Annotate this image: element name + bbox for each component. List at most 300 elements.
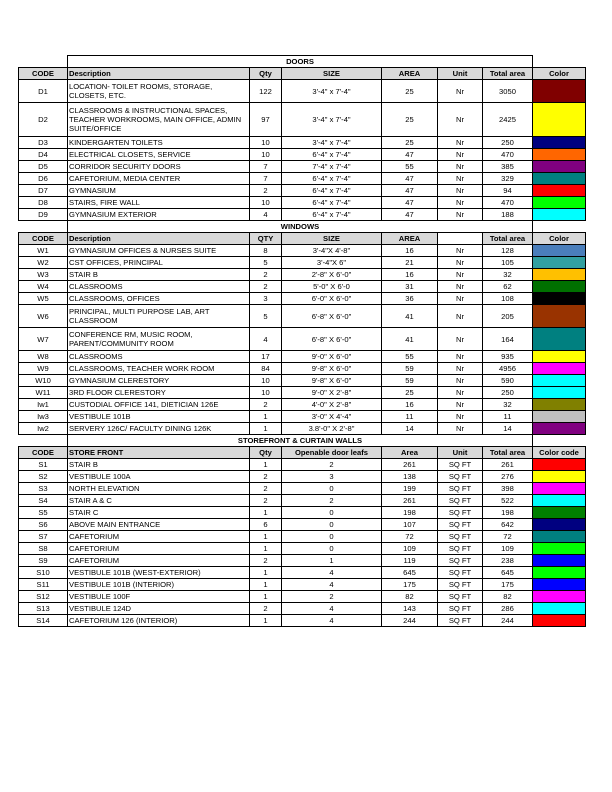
doors-unit-cell: Nr — [438, 80, 483, 103]
table-row — [19, 328, 586, 351]
doors-area-cell: 47 — [382, 185, 438, 197]
windows-area-cell: 16 — [382, 399, 438, 411]
storefront-qty-cell: 1 — [250, 543, 282, 555]
storefront-header-4: Area — [382, 447, 438, 459]
doors-size-cell: 6'-4" x 7'-4" — [282, 209, 382, 221]
storefront-code-cell: S7 — [19, 531, 68, 543]
storefront-area-cell: 143 — [382, 603, 438, 615]
storefront-qty-cell: 2 — [250, 471, 282, 483]
table-row — [19, 161, 586, 173]
storefront-desc-cell: STAIR A & C — [68, 495, 250, 507]
windows-desc-cell: CLASSROOMS — [68, 281, 250, 293]
storefront-title-row — [19, 435, 586, 447]
windows-size-cell: 9'-0" X 6'-0" — [282, 351, 382, 363]
doors-header-5: Unit — [438, 68, 483, 80]
windows-unit-cell: Nr — [438, 351, 483, 363]
doors-header-4: AREA — [382, 68, 438, 80]
doors-unit-cell: Nr — [438, 103, 483, 137]
windows-size-cell: 2'-8" X 6'-0" — [282, 269, 382, 281]
color-swatch — [533, 567, 586, 579]
doors-total-cell: 94 — [483, 185, 533, 197]
windows-desc-cell: CUSTODIAL OFFICE 141, DIETICIAN 126E — [68, 399, 250, 411]
windows-desc-cell: CLASSROOMS, TEACHER WORK ROOM — [68, 363, 250, 375]
windows-total-cell: 14 — [483, 423, 533, 435]
windows-qty-cell: 5 — [250, 305, 282, 328]
windows-code-cell: W5 — [19, 293, 68, 305]
color-swatch — [533, 411, 586, 423]
windows-header-3: SIZE — [282, 233, 382, 245]
color-swatch — [533, 423, 586, 435]
storefront-total-cell: 82 — [483, 591, 533, 603]
doors-qty-cell: 97 — [250, 103, 282, 137]
windows-size-cell: 3.8'-0" X 2'-8" — [282, 423, 382, 435]
windows-total-cell: 935 — [483, 351, 533, 363]
doors-size-cell: 6'-4" x 7'-4" — [282, 149, 382, 161]
color-swatch — [533, 257, 586, 269]
windows-unit-cell: Nr — [438, 269, 483, 281]
doors-qty-cell: 10 — [250, 197, 282, 209]
storefront-unit-cell: SQ FT — [438, 531, 483, 543]
storefront-area-cell: 109 — [382, 543, 438, 555]
color-swatch — [533, 161, 586, 173]
windows-desc-cell: CONFERENCE RM, MUSIC ROOM, PARENT/COMMUNITY ROOM — [68, 328, 250, 351]
storefront-size-cell: 1 — [282, 555, 382, 567]
doors-header-7: Color — [533, 68, 586, 80]
storefront-qty-cell: 2 — [250, 483, 282, 495]
table-row — [19, 305, 586, 328]
color-swatch — [533, 305, 586, 328]
storefront-qty-cell: 1 — [250, 591, 282, 603]
storefront-size-cell: 4 — [282, 603, 382, 615]
table-row — [19, 137, 586, 149]
windows-size-cell: 4'-0" X 2'-8" — [282, 399, 382, 411]
storefront-total-cell: 261 — [483, 459, 533, 471]
storefront-total-cell: 244 — [483, 615, 533, 627]
storefront-section-title: STOREFRONT & CURTAIN WALLS — [68, 435, 533, 447]
spacer-cell — [533, 56, 586, 68]
windows-code-cell: W7 — [19, 328, 68, 351]
windows-code-cell: W1 — [19, 245, 68, 257]
table-row — [19, 103, 586, 137]
color-swatch — [533, 351, 586, 363]
windows-total-cell: 108 — [483, 293, 533, 305]
storefront-total-cell: 286 — [483, 603, 533, 615]
storefront-qty-cell: 1 — [250, 579, 282, 591]
table-row — [19, 615, 586, 627]
storefront-code-cell: S6 — [19, 519, 68, 531]
table-row — [19, 80, 586, 103]
spacer-cell — [19, 221, 68, 233]
doors-unit-cell: Nr — [438, 137, 483, 149]
doors-code-cell: D7 — [19, 185, 68, 197]
table-row — [19, 507, 586, 519]
storefront-area-cell: 107 — [382, 519, 438, 531]
schedule-table — [18, 55, 586, 627]
color-swatch — [533, 103, 586, 137]
doors-unit-cell: Nr — [438, 149, 483, 161]
table-row — [19, 567, 586, 579]
color-swatch — [533, 149, 586, 161]
windows-section-title: WINDOWS — [68, 221, 533, 233]
windows-qty-cell: 1 — [250, 423, 282, 435]
storefront-desc-cell: CAFETORIUM — [68, 531, 250, 543]
schedule-body — [19, 56, 586, 627]
doors-desc-cell: GYMNASIUM EXTERIOR — [68, 209, 250, 221]
doors-total-cell: 188 — [483, 209, 533, 221]
windows-desc-cell: CST OFFICES, PRINCIPAL — [68, 257, 250, 269]
windows-area-cell: 55 — [382, 351, 438, 363]
windows-qty-cell: 1 — [250, 411, 282, 423]
color-swatch — [533, 80, 586, 103]
storefront-size-cell: 0 — [282, 531, 382, 543]
doors-total-cell: 250 — [483, 137, 533, 149]
storefront-total-cell: 198 — [483, 507, 533, 519]
doors-total-cell: 470 — [483, 197, 533, 209]
windows-unit-cell: Nr — [438, 411, 483, 423]
doors-code-cell: D1 — [19, 80, 68, 103]
storefront-qty-cell: 1 — [250, 567, 282, 579]
storefront-area-cell: 244 — [382, 615, 438, 627]
doors-size-cell: 3'-4" x 7'-4" — [282, 80, 382, 103]
storefront-code-cell: S9 — [19, 555, 68, 567]
windows-header-5 — [438, 233, 483, 245]
storefront-header-0: CODE — [19, 447, 68, 459]
storefront-size-cell: 0 — [282, 507, 382, 519]
doors-header-1: Description — [68, 68, 250, 80]
windows-code-cell: W8 — [19, 351, 68, 363]
doors-area-cell: 47 — [382, 197, 438, 209]
spacer-cell — [19, 56, 68, 68]
storefront-qty-cell: 2 — [250, 603, 282, 615]
storefront-area-cell: 175 — [382, 579, 438, 591]
windows-unit-cell: Nr — [438, 363, 483, 375]
doors-size-cell: 6'-4" x 7'-4" — [282, 185, 382, 197]
windows-area-cell: 25 — [382, 387, 438, 399]
storefront-size-cell: 2 — [282, 495, 382, 507]
windows-unit-cell: Nr — [438, 245, 483, 257]
windows-code-cell: Iw2 — [19, 423, 68, 435]
windows-size-cell: 5'-0" X 6'-0 — [282, 281, 382, 293]
storefront-code-cell: S11 — [19, 579, 68, 591]
storefront-desc-cell: VESTIBULE 124D — [68, 603, 250, 615]
color-swatch — [533, 387, 586, 399]
storefront-header-7: Color code — [533, 447, 586, 459]
windows-total-cell: 128 — [483, 245, 533, 257]
spacer-cell — [533, 435, 586, 447]
storefront-code-cell: S13 — [19, 603, 68, 615]
windows-qty-cell: 4 — [250, 328, 282, 351]
storefront-unit-cell: SQ FT — [438, 615, 483, 627]
windows-area-cell: 59 — [382, 363, 438, 375]
color-swatch — [533, 281, 586, 293]
storefront-header-row — [19, 447, 586, 459]
windows-total-cell: 250 — [483, 387, 533, 399]
table-row — [19, 351, 586, 363]
storefront-unit-cell: SQ FT — [438, 567, 483, 579]
storefront-desc-cell: NORTH ELEVATION — [68, 483, 250, 495]
windows-unit-cell: Nr — [438, 387, 483, 399]
spacer-cell — [19, 435, 68, 447]
doors-qty-cell: 2 — [250, 185, 282, 197]
color-swatch — [533, 495, 586, 507]
doors-unit-cell: Nr — [438, 161, 483, 173]
color-swatch — [533, 269, 586, 281]
windows-desc-cell: GYMNASIUM CLERESTORY — [68, 375, 250, 387]
doors-qty-cell: 122 — [250, 80, 282, 103]
storefront-total-cell: 109 — [483, 543, 533, 555]
storefront-header-2: Qty — [250, 447, 282, 459]
storefront-unit-cell: SQ FT — [438, 555, 483, 567]
doors-desc-cell: KINDERGARTEN TOILETS — [68, 137, 250, 149]
color-swatch — [533, 245, 586, 257]
doors-header-6: Total area — [483, 68, 533, 80]
windows-size-cell: 9'-0" X 2'-8" — [282, 387, 382, 399]
table-row — [19, 591, 586, 603]
doors-size-cell: 6'-4" x 7'-4" — [282, 197, 382, 209]
table-row — [19, 459, 586, 471]
doors-total-cell: 3050 — [483, 80, 533, 103]
table-row — [19, 543, 586, 555]
storefront-desc-cell: STAIR C — [68, 507, 250, 519]
windows-code-cell: Iw1 — [19, 399, 68, 411]
table-row — [19, 603, 586, 615]
table-row — [19, 483, 586, 495]
storefront-desc-cell: VESTIBULE 100F — [68, 591, 250, 603]
table-row — [19, 293, 586, 305]
storefront-area-cell: 261 — [382, 459, 438, 471]
storefront-total-cell: 175 — [483, 579, 533, 591]
doors-area-cell: 47 — [382, 173, 438, 185]
doors-total-cell: 385 — [483, 161, 533, 173]
doors-unit-cell: Nr — [438, 209, 483, 221]
windows-unit-cell: Nr — [438, 328, 483, 351]
table-row — [19, 579, 586, 591]
storefront-code-cell: S8 — [19, 543, 68, 555]
doors-section-title: DOORS — [68, 56, 533, 68]
windows-qty-cell: 8 — [250, 245, 282, 257]
windows-unit-cell: Nr — [438, 293, 483, 305]
doors-desc-cell: CAFETORIUM, MEDIA CENTER — [68, 173, 250, 185]
storefront-unit-cell: SQ FT — [438, 543, 483, 555]
table-row — [19, 281, 586, 293]
storefront-code-cell: S10 — [19, 567, 68, 579]
windows-area-cell: 11 — [382, 411, 438, 423]
doors-total-cell: 329 — [483, 173, 533, 185]
storefront-total-cell: 642 — [483, 519, 533, 531]
doors-size-cell: 7'-4" x 7'-4" — [282, 161, 382, 173]
windows-unit-cell: Nr — [438, 281, 483, 293]
table-row — [19, 531, 586, 543]
windows-unit-cell: Nr — [438, 375, 483, 387]
doors-size-cell: 6'-4" x 7'-4" — [282, 173, 382, 185]
color-swatch — [533, 293, 586, 305]
windows-area-cell: 41 — [382, 305, 438, 328]
color-swatch — [533, 209, 586, 221]
doors-area-cell: 47 — [382, 149, 438, 161]
storefront-size-cell: 4 — [282, 579, 382, 591]
storefront-code-cell: S1 — [19, 459, 68, 471]
windows-area-cell: 36 — [382, 293, 438, 305]
windows-total-cell: 205 — [483, 305, 533, 328]
storefront-area-cell: 198 — [382, 507, 438, 519]
doors-code-cell: D9 — [19, 209, 68, 221]
storefront-total-cell: 276 — [483, 471, 533, 483]
windows-unit-cell: Nr — [438, 399, 483, 411]
table-row — [19, 269, 586, 281]
color-swatch — [533, 375, 586, 387]
windows-desc-cell: SERVERY 126C/ FACULTY DINING 126K — [68, 423, 250, 435]
doors-unit-cell: Nr — [438, 173, 483, 185]
windows-qty-cell: 10 — [250, 375, 282, 387]
storefront-desc-cell: VESTIBULE 101B (INTERIOR) — [68, 579, 250, 591]
windows-total-cell: 62 — [483, 281, 533, 293]
windows-area-cell: 16 — [382, 269, 438, 281]
color-swatch — [533, 579, 586, 591]
storefront-header-5: Unit — [438, 447, 483, 459]
windows-size-cell: 9'-8" X 6'-0" — [282, 363, 382, 375]
windows-qty-cell: 10 — [250, 387, 282, 399]
storefront-size-cell: 4 — [282, 615, 382, 627]
windows-total-cell: 105 — [483, 257, 533, 269]
table-row — [19, 495, 586, 507]
storefront-desc-cell: STAIR B — [68, 459, 250, 471]
color-swatch — [533, 483, 586, 495]
windows-qty-cell: 5 — [250, 257, 282, 269]
windows-header-6: Total area — [483, 233, 533, 245]
windows-area-cell: 31 — [382, 281, 438, 293]
windows-header-4: AREA — [382, 233, 438, 245]
storefront-qty-cell: 2 — [250, 555, 282, 567]
doors-code-cell: D5 — [19, 161, 68, 173]
doors-size-cell: 3'-4" x 7'-4" — [282, 103, 382, 137]
windows-desc-cell: CLASSROOMS — [68, 351, 250, 363]
doors-qty-cell: 7 — [250, 173, 282, 185]
windows-total-cell: 11 — [483, 411, 533, 423]
storefront-qty-cell: 1 — [250, 459, 282, 471]
color-swatch — [533, 507, 586, 519]
doors-qty-cell: 4 — [250, 209, 282, 221]
storefront-desc-cell: CAFETORIUM — [68, 543, 250, 555]
table-row — [19, 149, 586, 161]
storefront-total-cell: 522 — [483, 495, 533, 507]
color-swatch — [533, 519, 586, 531]
doors-desc-cell: CLASSROOMS & INSTRUCTIONAL SPACES, TEACHER WORKROOMS, MAIN OFFICE, ADMIN SUITE/OFFICE — [68, 103, 250, 137]
doors-code-cell: D3 — [19, 137, 68, 149]
windows-title-row — [19, 221, 586, 233]
storefront-unit-cell: SQ FT — [438, 495, 483, 507]
storefront-total-cell: 72 — [483, 531, 533, 543]
storefront-unit-cell: SQ FT — [438, 519, 483, 531]
storefront-desc-cell: VESTIBULE 100A — [68, 471, 250, 483]
spacer-cell — [533, 221, 586, 233]
color-swatch — [533, 591, 586, 603]
table-row — [19, 411, 586, 423]
doors-area-cell: 25 — [382, 137, 438, 149]
color-swatch — [533, 543, 586, 555]
color-swatch — [533, 555, 586, 567]
storefront-qty-cell: 1 — [250, 507, 282, 519]
windows-header-1: Description — [68, 233, 250, 245]
color-swatch — [533, 328, 586, 351]
storefront-area-cell: 261 — [382, 495, 438, 507]
color-swatch — [533, 363, 586, 375]
storefront-area-cell: 199 — [382, 483, 438, 495]
storefront-total-cell: 238 — [483, 555, 533, 567]
doors-total-cell: 2425 — [483, 103, 533, 137]
windows-qty-cell: 2 — [250, 269, 282, 281]
table-row — [19, 519, 586, 531]
windows-desc-cell: CLASSROOMS, OFFICES — [68, 293, 250, 305]
table-row — [19, 185, 586, 197]
windows-unit-cell: Nr — [438, 423, 483, 435]
storefront-qty-cell: 2 — [250, 495, 282, 507]
table-row — [19, 555, 586, 567]
color-swatch — [533, 197, 586, 209]
windows-code-cell: W2 — [19, 257, 68, 269]
doors-code-cell: D4 — [19, 149, 68, 161]
table-row — [19, 423, 586, 435]
windows-area-cell: 59 — [382, 375, 438, 387]
storefront-size-cell: 0 — [282, 483, 382, 495]
doors-desc-cell: LOCATION- TOILET ROOMS, STORAGE, CLOSETS, ETC. — [68, 80, 250, 103]
doors-unit-cell: Nr — [438, 197, 483, 209]
doors-code-cell: D2 — [19, 103, 68, 137]
storefront-area-cell: 82 — [382, 591, 438, 603]
doors-area-cell: 25 — [382, 80, 438, 103]
windows-area-cell: 21 — [382, 257, 438, 269]
storefront-total-cell: 645 — [483, 567, 533, 579]
windows-qty-cell: 3 — [250, 293, 282, 305]
doors-title-row — [19, 56, 586, 68]
windows-desc-cell: GYMNASIUM OFFICES & NURSES SUITE — [68, 245, 250, 257]
windows-header-7: Color — [533, 233, 586, 245]
windows-desc-cell: 3RD FLOOR CLERESTORY — [68, 387, 250, 399]
storefront-desc-cell: ABOVE MAIN ENTRANCE — [68, 519, 250, 531]
doors-qty-cell: 7 — [250, 161, 282, 173]
doors-code-cell: D8 — [19, 197, 68, 209]
storefront-unit-cell: SQ FT — [438, 603, 483, 615]
table-row — [19, 363, 586, 375]
windows-size-cell: 3'-0" X 4'-4" — [282, 411, 382, 423]
storefront-qty-cell: 6 — [250, 519, 282, 531]
table-row — [19, 173, 586, 185]
storefront-code-cell: S14 — [19, 615, 68, 627]
storefront-desc-cell: VESTIBULE 101B (WEST-EXTERIOR) — [68, 567, 250, 579]
table-row — [19, 471, 586, 483]
doors-area-cell: 55 — [382, 161, 438, 173]
doors-code-cell: D6 — [19, 173, 68, 185]
color-swatch — [533, 185, 586, 197]
windows-code-cell: W3 — [19, 269, 68, 281]
color-swatch — [533, 531, 586, 543]
doors-desc-cell: STAIRS, FIRE WALL — [68, 197, 250, 209]
windows-desc-cell: STAIR B — [68, 269, 250, 281]
doors-desc-cell: GYMNASIUM — [68, 185, 250, 197]
storefront-header-6: Total area — [483, 447, 533, 459]
table-row — [19, 209, 586, 221]
doors-area-cell: 47 — [382, 209, 438, 221]
storefront-qty-cell: 1 — [250, 531, 282, 543]
color-swatch — [533, 615, 586, 627]
storefront-code-cell: S2 — [19, 471, 68, 483]
windows-unit-cell: Nr — [438, 257, 483, 269]
windows-size-cell: 6'-8" X 6'-0" — [282, 328, 382, 351]
windows-header-0: CODE — [19, 233, 68, 245]
windows-area-cell: 41 — [382, 328, 438, 351]
storefront-unit-cell: SQ FT — [438, 459, 483, 471]
doors-header-3: SIZE — [282, 68, 382, 80]
windows-code-cell: W9 — [19, 363, 68, 375]
